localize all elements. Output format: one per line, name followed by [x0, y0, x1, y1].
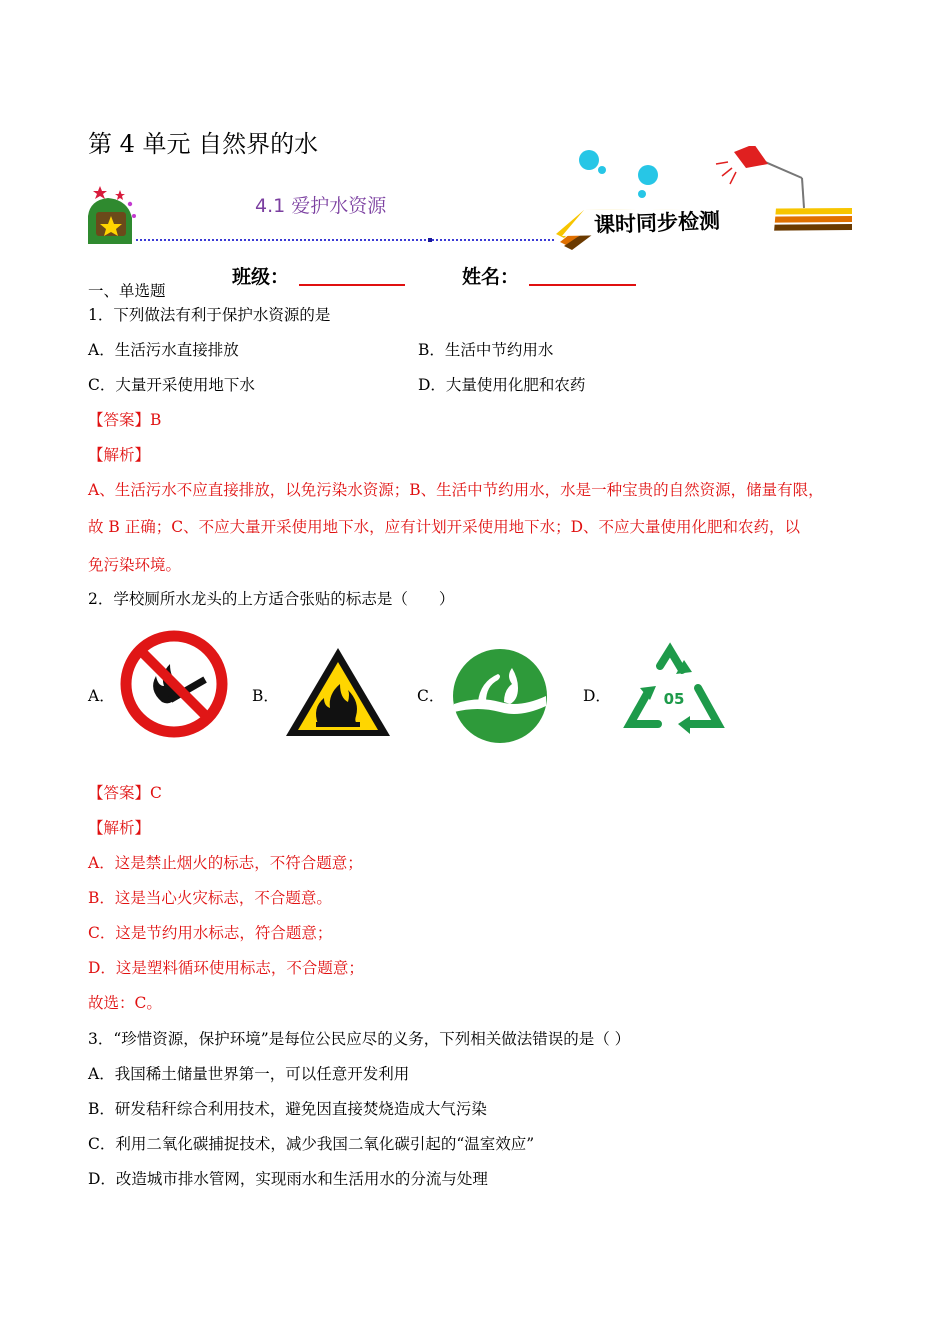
q3-option-a: A．我国稀土储量世界第一，可以任意开发利用 — [88, 1065, 410, 1083]
section-title: 一、单选题 — [88, 282, 166, 300]
recycle-code: 05 — [663, 690, 685, 708]
badge-text: 课时同步检测 — [593, 208, 721, 238]
q2-stem: 2．学校厕所水龙头的上方适合张贴的标志是（ ） — [88, 590, 455, 608]
q3-option-b: B．研发秸秆综合利用技术，避免因直接焚烧造成大气污染 — [88, 1100, 487, 1118]
q1-option-b: B．生活中节约用水 — [418, 341, 554, 359]
q1-analysis-line: 故 B 正确；C、不应大量开采使用地下水，应有计划开采使用地下水；D、不应大量使用化肥和农药，以 — [88, 518, 801, 536]
q2-conclusion: 故选：C。 — [88, 994, 162, 1012]
q1-option-d: D．大量使用化肥和农药 — [418, 376, 586, 394]
q1-analysis-label: 【解析】 — [88, 446, 151, 464]
q3-stem: 3．“珍惜资源，保护环境”是每位公民应尽的义务，下列相关做法错误的是（ ） — [88, 1030, 631, 1048]
q1-stem: 1．下列做法有利于保护水资源的是 — [88, 306, 331, 324]
q1-option-a: A．生活污水直接排放 — [88, 341, 239, 359]
header-banner — [86, 146, 858, 250]
q2-option-a-letter: A． — [88, 687, 115, 705]
q2-option-d-letter: D． — [583, 687, 611, 705]
decor-dot — [638, 165, 658, 185]
class-label: 班级： — [232, 266, 290, 288]
q1-analysis-line: A、生活污水不应直接排放，以免污染水资源；B、生活中节约用水，水是一种宝贵的自然资源，储量有限， — [88, 481, 824, 499]
q2-option-b-letter: B． — [252, 687, 279, 705]
q1-option-c: C．大量开采使用地下水 — [88, 376, 255, 394]
q3-option-c: C．利用二氧化碳捕捉技术，减少我国二氧化碳引起的“温室效应” — [88, 1135, 535, 1153]
name-blank — [529, 284, 636, 286]
decor-dot — [638, 190, 646, 198]
lesson-title: 4.1 爱护水资源 — [255, 195, 387, 217]
unit-title: 第 4 单元 自然界的水 — [88, 130, 319, 158]
q2-analysis-line: B．这是当心火灾标志，不合题意。 — [88, 889, 332, 907]
recycle-sign-icon — [620, 642, 728, 738]
q2-option-c-letter: C． — [417, 687, 445, 705]
q2-analysis-line: D．这是塑料循环使用标志，不合题意； — [88, 959, 364, 977]
decor-dot — [579, 150, 599, 170]
water-saving-sign-icon — [448, 646, 552, 746]
q3-option-d: D．改造城市排水管网，实现雨水和生活用水的分流与处理 — [88, 1170, 488, 1188]
q1-analysis-line: 免污染环境。 — [88, 556, 182, 574]
star-badge-icon — [88, 186, 136, 244]
no-fire-sign-icon — [118, 628, 230, 740]
name-label: 姓名： — [462, 266, 520, 288]
q2-answer: 【答案】C — [88, 784, 162, 802]
lamp-icon — [716, 146, 804, 208]
q2-analysis-label: 【解析】 — [88, 819, 151, 837]
class-blank — [299, 284, 405, 286]
q1-answer: 【答案】B — [88, 411, 162, 429]
decor-dot — [598, 166, 606, 174]
fire-warning-sign-icon — [282, 644, 394, 740]
q2-analysis-line: A．这是禁止烟火的标志，不符合题意； — [88, 854, 363, 872]
q2-analysis-line: C．这是节约用水标志，符合题意； — [88, 924, 333, 942]
